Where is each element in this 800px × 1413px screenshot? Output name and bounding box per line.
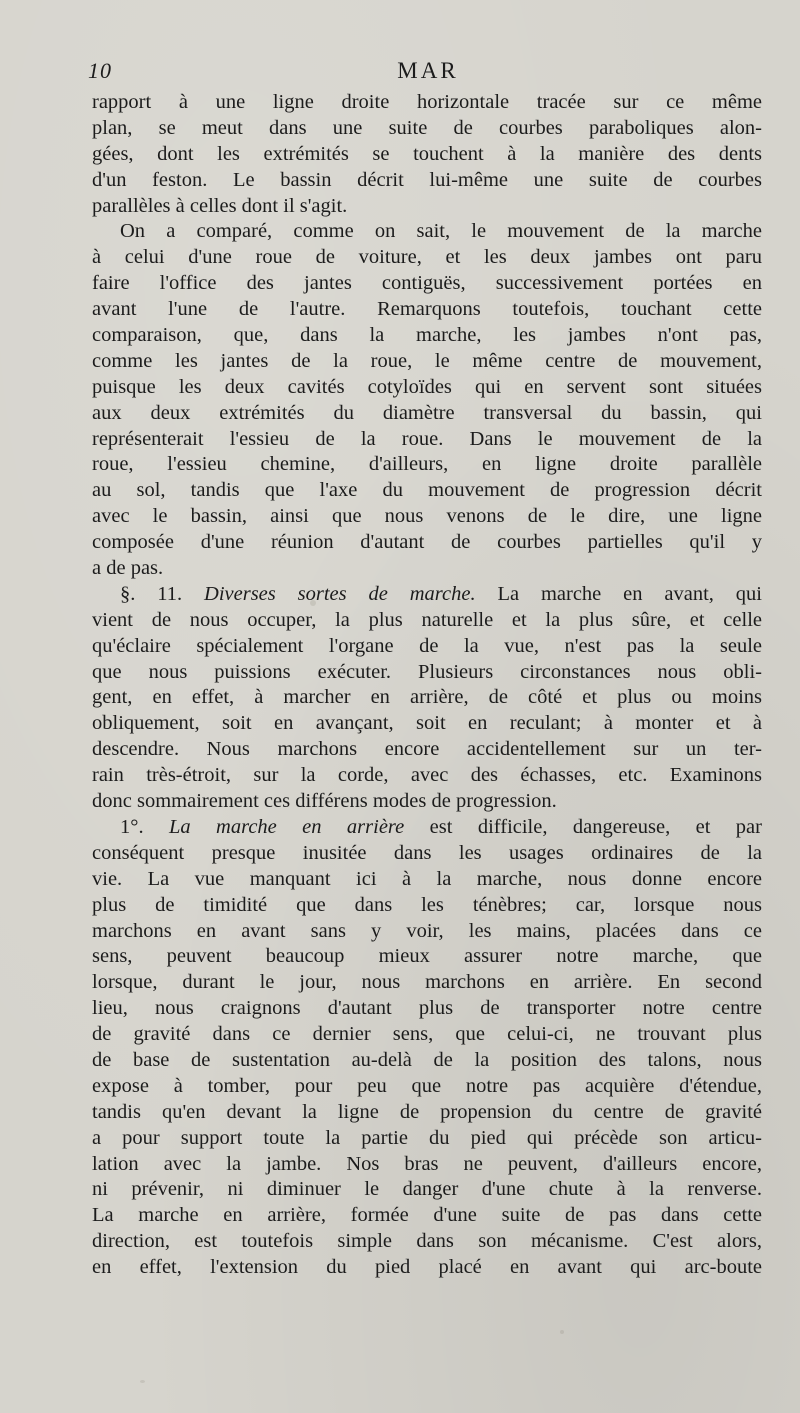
text-line	[92, 530, 762, 556]
line-text: de base de sustentation au-delà de la position des talons, nous	[92, 1048, 762, 1071]
text-line	[92, 608, 762, 634]
text-line	[92, 763, 762, 789]
text-line	[92, 401, 762, 427]
text-line	[92, 970, 762, 996]
text-line	[92, 893, 762, 919]
line-text: roue, l'essieu chemine, d'ailleurs, en ligne droite parallèle	[92, 453, 762, 476]
line-text: expose à tomber, pour peu que notre pas acquière d'étendue,	[92, 1074, 762, 1097]
page-number: 10	[88, 58, 112, 83]
line-text: de gravité dans ce dernier sens, que celui-ci, ne trouvant plus	[92, 1023, 762, 1046]
text-line	[92, 944, 762, 970]
text-line	[92, 116, 762, 142]
text-line	[92, 349, 762, 375]
line-text: a de pas.	[92, 557, 164, 580]
line-text: vient de nous occuper, la plus naturelle et la plus sûre, et celle	[92, 608, 762, 631]
text-line	[92, 323, 762, 349]
text-line	[92, 996, 762, 1022]
line-text: On a comparé, comme on sait, le mouvement de la marche	[120, 220, 762, 243]
line-text: donc sommairement ces différens modes de progression.	[92, 790, 557, 813]
running-head: MAR	[397, 58, 459, 83]
paper-stain	[560, 1330, 564, 1334]
body-text	[92, 90, 762, 1281]
line-text: sens, peuvent beaucoup mieux assurer notre marche, que	[92, 945, 762, 968]
text-line	[92, 711, 762, 737]
line-text: plus de timidité que dans les ténèbres; car, lorsque nous	[92, 893, 762, 916]
line-text: gent, en effet, à marcher en arrière, de côté et plus ou moins	[92, 686, 762, 709]
line-text: parallèles à celles dont il s'agit.	[92, 194, 348, 217]
line-text: rapport à une ligne droite horizontale tracée sur ce même	[92, 91, 762, 113]
line-text: en effet, l'extension du pied placé en avant qui arc-boute	[92, 1256, 762, 1279]
text-line	[92, 452, 762, 478]
text-line	[92, 634, 762, 660]
line-text: représenterait l'essieu de la roue. Dans le mouvement de la	[92, 427, 762, 450]
line-text: comparaison, que, dans la marche, les jambes n'ont pas,	[92, 324, 762, 347]
text-line	[92, 427, 762, 453]
line-text: avec le bassin, ainsi que nous venons de le dire, une ligne	[92, 505, 762, 528]
line-text: que nous puissions exécuter. Plusieurs circonstances nous obli-	[92, 660, 762, 683]
line-text: La marche en avant, qui	[475, 582, 762, 605]
line-text: direction, est toutefois simple dans son mécanisme. C'est alors,	[92, 1230, 762, 1253]
line-text: avant l'une de l'autre. Remarquons toutefois, touchant cette	[92, 298, 762, 321]
paper-stain	[140, 1380, 145, 1383]
line-text: conséquent presque inusitée dans les usages ordinaires de la	[92, 841, 762, 864]
text-line	[92, 90, 762, 116]
line-text: aux deux extrémités du diamètre transversal du bassin, qui	[92, 401, 762, 424]
line-text: comme les jantes de la roue, le même centre de mouvement,	[92, 349, 762, 372]
line-text: au sol, tandis que l'axe du mouvement de progression décrit	[92, 479, 762, 502]
text-line	[92, 919, 762, 945]
line-text: vie. La vue manquant ici à la marche, nous donne encore	[92, 867, 762, 890]
line-text: marchons en avant sans y voir, les mains, placées dans ce	[92, 919, 762, 942]
text-line	[92, 556, 762, 582]
line-text: composée d'une réunion d'autant de courbes partielles qu'il y	[92, 531, 762, 554]
line-text: qu'éclaire spécialement l'organe de la vue, n'est pas la seule	[92, 634, 762, 657]
text-line	[92, 1100, 762, 1126]
line-text: faire l'office des jantes contiguës, successivement portées en	[92, 272, 762, 295]
text-line	[92, 1126, 762, 1152]
line-text: lation avec la jambe. Nos bras ne peuvent, d'ailleurs encore,	[92, 1152, 762, 1175]
line-text: lieu, nous craignons d'autant plus de transporter notre centre	[92, 997, 762, 1020]
text-line	[92, 867, 762, 893]
text-line	[92, 1255, 762, 1281]
text-line	[92, 1022, 762, 1048]
line-text: gées, dont les extrémités se touchent à la manière des dents	[92, 142, 762, 165]
line-text: La marche en arrière, formée d'une suite de pas dans cette	[92, 1204, 762, 1227]
section-heading-line	[92, 582, 762, 608]
text-line	[92, 1203, 762, 1229]
text-line	[92, 789, 762, 815]
line-text: puisque les deux cavités cotyloïdes qui en servent sont situées	[92, 375, 762, 398]
text-line	[92, 1048, 762, 1074]
line-text: à celui d'une roue de voiture, et les deux jambes ont paru	[92, 246, 762, 269]
text-line	[92, 245, 762, 271]
line-text: rain très-étroit, sur la corde, avec des échasses, etc. Examinons	[92, 764, 762, 787]
subsection-number: 1°.	[120, 815, 169, 838]
text-line	[92, 168, 762, 194]
subsection-heading-line	[92, 815, 762, 841]
line-text: d'un feston. Le bassin décrit lui-même une suite de courbes	[92, 168, 762, 191]
line-text: descendre. Nous marchons encore accidentellement sur un ter-	[92, 738, 762, 761]
line-text: tandis qu'en devant la ligne de propension du centre de gravité	[92, 1100, 762, 1123]
text-line	[92, 1074, 762, 1100]
text-line	[92, 660, 762, 686]
line-text: a pour support toute la partie du pied qui précède son articu-	[92, 1126, 762, 1149]
text-line	[92, 142, 762, 168]
text-line	[92, 685, 762, 711]
line-text: lorsque, durant le jour, nous marchons en arrière. En second	[92, 971, 762, 994]
text-line	[92, 375, 762, 401]
line-text: ni prévenir, ni diminuer le danger d'une chute à la renverse.	[92, 1178, 762, 1201]
section-number: §. 11.	[120, 582, 205, 605]
text-line	[92, 297, 762, 323]
subsection-title: La marche en arrière	[168, 815, 405, 838]
text-line	[92, 478, 762, 504]
line-text: plan, se meut dans une suite de courbes paraboliques alon-	[92, 116, 762, 139]
text-line	[92, 504, 762, 530]
text-line	[92, 1177, 762, 1203]
text-line	[92, 271, 762, 297]
text-line	[92, 219, 762, 245]
page-header	[88, 58, 768, 92]
line-text: obliquement, soit en avançant, soit en reculant; à monter et à	[92, 712, 762, 735]
text-line	[92, 1229, 762, 1255]
text-line	[92, 1152, 762, 1178]
text-line	[92, 194, 762, 220]
line-text: est difficile, dangereuse, et par	[404, 815, 762, 838]
text-line	[92, 737, 762, 763]
text-line	[92, 841, 762, 867]
section-title: Diverses sortes de marche.	[204, 582, 476, 605]
